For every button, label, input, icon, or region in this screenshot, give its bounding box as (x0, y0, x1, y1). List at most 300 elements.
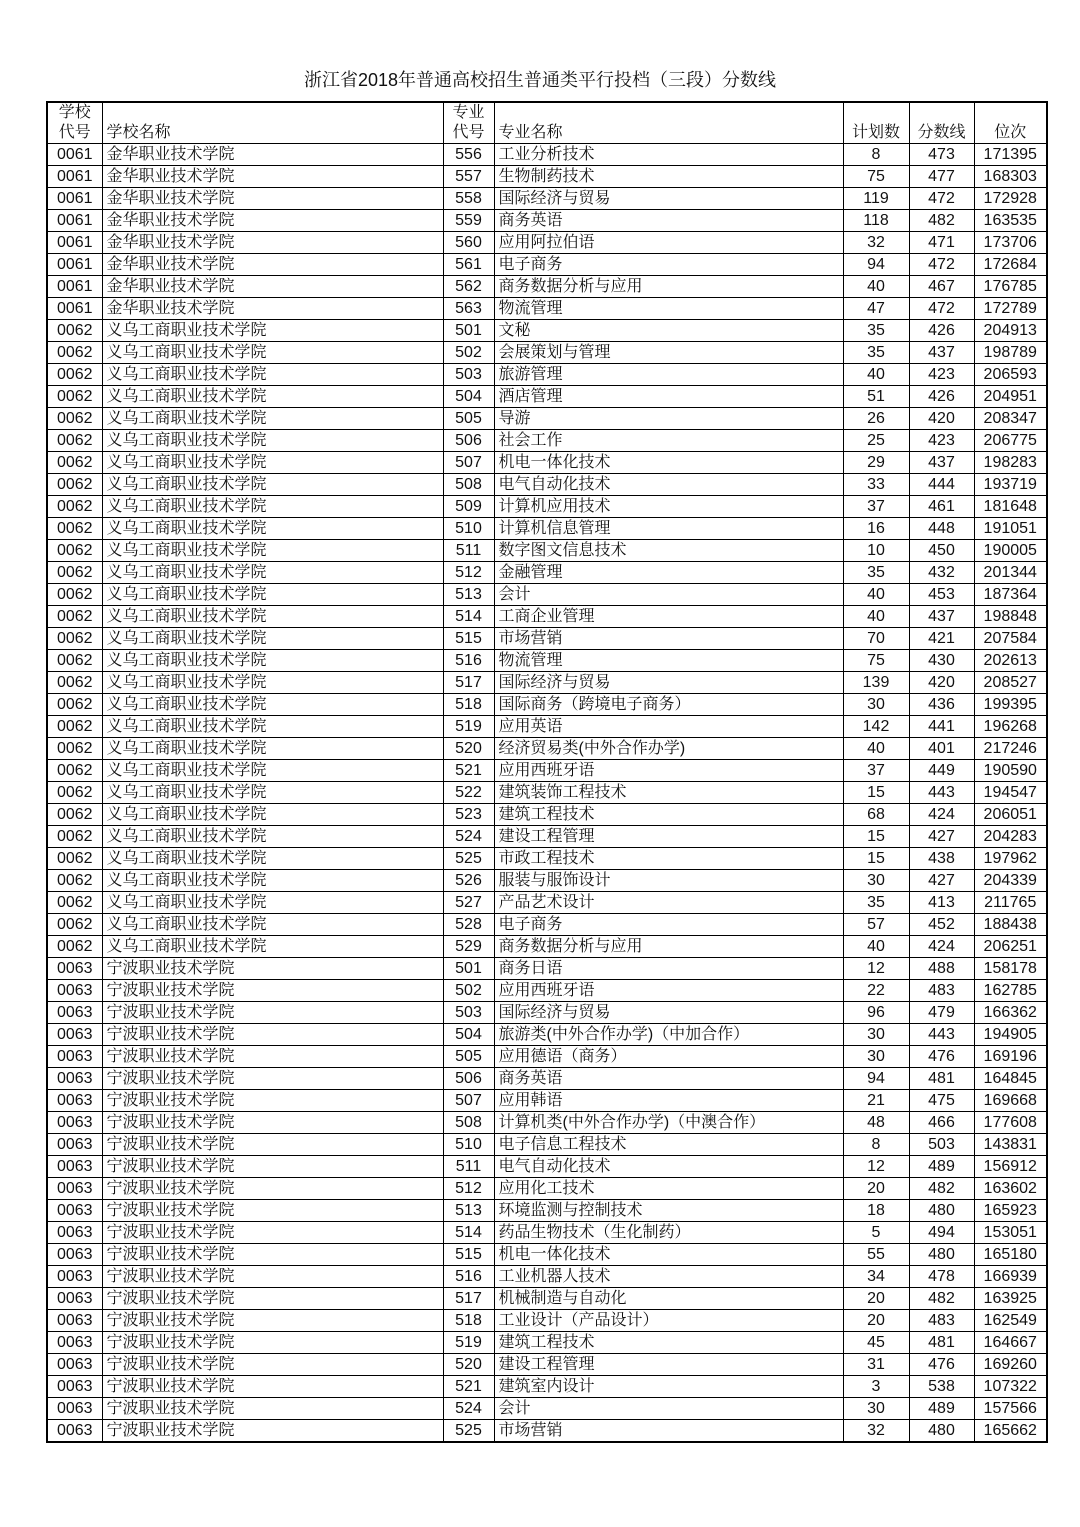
header-plan: 计划数 (843, 123, 909, 144)
major-code-cell: 517 (443, 672, 494, 694)
score-line-cell: 450 (909, 540, 974, 562)
major-name-cell: 电子商务 (494, 914, 843, 936)
major-name-cell: 建设工程管理 (494, 826, 843, 848)
score-line-cell: 494 (909, 1222, 974, 1244)
major-code-cell: 528 (443, 914, 494, 936)
major-name-cell: 应用德语（商务） (494, 1046, 843, 1068)
major-name-cell: 应用韩语 (494, 1090, 843, 1112)
rank-cell: 165923 (974, 1200, 1047, 1222)
rank-cell: 165180 (974, 1244, 1047, 1266)
table-row (47, 1068, 1047, 1090)
major-code-cell: 557 (443, 166, 494, 188)
rank-cell: 194547 (974, 782, 1047, 804)
score-line-cell: 437 (909, 342, 974, 364)
school-name-cell: 宁波职业技术学院 (102, 1222, 443, 1244)
table-row (47, 1090, 1047, 1112)
school-code-cell: 0062 (47, 672, 102, 694)
major-code-cell: 516 (443, 1266, 494, 1288)
score-line-cell: 424 (909, 804, 974, 826)
plan-count-cell: 20 (843, 1310, 909, 1332)
rank-cell: 166362 (974, 1002, 1047, 1024)
rank-cell: 193719 (974, 474, 1047, 496)
major-name-cell: 应用阿拉伯语 (494, 232, 843, 254)
major-name-cell: 会展策划与管理 (494, 342, 843, 364)
major-code-cell: 522 (443, 782, 494, 804)
plan-count-cell: 32 (843, 232, 909, 254)
plan-count-cell: 35 (843, 562, 909, 584)
school-code-cell: 0063 (47, 1112, 102, 1134)
table-row (47, 1354, 1047, 1376)
school-name-cell: 义乌工商职业技术学院 (102, 848, 443, 870)
major-code-cell: 506 (443, 1068, 494, 1090)
score-line-cell: 480 (909, 1200, 974, 1222)
score-line-cell: 488 (909, 958, 974, 980)
school-code-cell: 0061 (47, 298, 102, 320)
school-code-cell: 0063 (47, 1156, 102, 1178)
table-row (47, 430, 1047, 452)
school-name-cell: 宁波职业技术学院 (102, 1420, 443, 1443)
table-row (47, 650, 1047, 672)
school-name-cell: 义乌工商职业技术学院 (102, 386, 443, 408)
major-name-cell: 计算机类(中外合作办学)（中澳合作） (494, 1112, 843, 1134)
table-row (47, 826, 1047, 848)
rank-cell: 208347 (974, 408, 1047, 430)
plan-count-cell: 35 (843, 892, 909, 914)
major-name-cell: 计算机应用技术 (494, 496, 843, 518)
school-code-cell: 0062 (47, 694, 102, 716)
score-line-cell: 472 (909, 298, 974, 320)
major-name-cell: 机械制造与自动化 (494, 1288, 843, 1310)
plan-count-cell: 45 (843, 1332, 909, 1354)
major-code-cell: 504 (443, 386, 494, 408)
plan-count-cell: 16 (843, 518, 909, 540)
rank-cell: 198848 (974, 606, 1047, 628)
table-row (47, 518, 1047, 540)
major-name-cell: 工业分析技术 (494, 144, 843, 166)
rank-cell: 204951 (974, 386, 1047, 408)
table-row (47, 254, 1047, 276)
major-code-cell: 517 (443, 1288, 494, 1310)
score-line-cell: 426 (909, 386, 974, 408)
school-name-cell: 金华职业技术学院 (102, 210, 443, 232)
school-code-cell: 0062 (47, 540, 102, 562)
school-name-cell: 金华职业技术学院 (102, 232, 443, 254)
score-line-cell: 441 (909, 716, 974, 738)
rank-cell: 164845 (974, 1068, 1047, 1090)
score-line-cell: 453 (909, 584, 974, 606)
major-name-cell: 工商企业管理 (494, 606, 843, 628)
plan-count-cell: 15 (843, 826, 909, 848)
rank-cell: 196268 (974, 716, 1047, 738)
major-name-cell: 建筑室内设计 (494, 1376, 843, 1398)
school-code-cell: 0062 (47, 870, 102, 892)
plan-count-cell: 30 (843, 1046, 909, 1068)
school-code-cell: 0062 (47, 606, 102, 628)
major-code-cell: 520 (443, 738, 494, 760)
school-name-cell: 宁波职业技术学院 (102, 1398, 443, 1420)
major-name-cell: 酒店管理 (494, 386, 843, 408)
major-code-cell: 525 (443, 848, 494, 870)
school-code-cell: 0062 (47, 848, 102, 870)
school-code-cell: 0063 (47, 1420, 102, 1443)
table-row (47, 1244, 1047, 1266)
plan-count-cell: 30 (843, 1398, 909, 1420)
school-code-cell: 0062 (47, 386, 102, 408)
plan-count-cell: 40 (843, 738, 909, 760)
plan-count-cell: 40 (843, 606, 909, 628)
plan-count-cell: 34 (843, 1266, 909, 1288)
table-row (47, 232, 1047, 254)
table-row (47, 892, 1047, 914)
major-name-cell: 计算机信息管理 (494, 518, 843, 540)
table-row (47, 452, 1047, 474)
score-line-cell: 430 (909, 650, 974, 672)
header-school-code: 代号 (47, 123, 102, 144)
major-code-cell: 501 (443, 320, 494, 342)
rank-cell: 187364 (974, 584, 1047, 606)
major-name-cell: 经济贸易类(中外合作办学) (494, 738, 843, 760)
rank-cell: 172789 (974, 298, 1047, 320)
rank-cell: 171395 (974, 144, 1047, 166)
table-row (47, 1024, 1047, 1046)
major-code-cell: 512 (443, 562, 494, 584)
table-row (47, 804, 1047, 826)
major-code-cell: 529 (443, 936, 494, 958)
school-name-cell: 义乌工商职业技术学院 (102, 342, 443, 364)
school-name-cell: 义乌工商职业技术学院 (102, 892, 443, 914)
school-name-cell: 义乌工商职业技术学院 (102, 606, 443, 628)
school-name-cell: 宁波职业技术学院 (102, 1332, 443, 1354)
school-code-cell: 0061 (47, 254, 102, 276)
major-code-cell: 558 (443, 188, 494, 210)
rank-cell: 199395 (974, 694, 1047, 716)
major-name-cell: 建筑工程技术 (494, 804, 843, 826)
school-name-cell: 义乌工商职业技术学院 (102, 804, 443, 826)
major-name-cell: 商务数据分析与应用 (494, 276, 843, 298)
major-name-cell: 商务英语 (494, 210, 843, 232)
school-code-cell: 0062 (47, 650, 102, 672)
school-code-cell: 0062 (47, 342, 102, 364)
plan-count-cell: 30 (843, 1024, 909, 1046)
school-name-cell: 义乌工商职业技术学院 (102, 760, 443, 782)
score-line-cell: 480 (909, 1420, 974, 1443)
score-line-cell: 481 (909, 1068, 974, 1090)
table-row (47, 188, 1047, 210)
school-name-cell: 义乌工商职业技术学院 (102, 738, 443, 760)
rank-cell: 208527 (974, 672, 1047, 694)
major-code-cell: 507 (443, 452, 494, 474)
major-code-cell: 523 (443, 804, 494, 826)
school-code-cell: 0062 (47, 562, 102, 584)
major-name-cell: 应用西班牙语 (494, 760, 843, 782)
school-name-cell: 义乌工商职业技术学院 (102, 408, 443, 430)
header-major-code: 代号 (443, 123, 494, 144)
header-score: 分数线 (909, 123, 974, 144)
school-code-cell: 0063 (47, 1222, 102, 1244)
school-code-cell: 0062 (47, 760, 102, 782)
table-row (47, 166, 1047, 188)
major-name-cell: 文秘 (494, 320, 843, 342)
school-code-cell: 0061 (47, 232, 102, 254)
plan-count-cell: 47 (843, 298, 909, 320)
major-code-cell: 514 (443, 606, 494, 628)
school-code-cell: 0063 (47, 958, 102, 980)
plan-count-cell: 5 (843, 1222, 909, 1244)
plan-count-cell: 55 (843, 1244, 909, 1266)
plan-count-cell: 37 (843, 496, 909, 518)
major-name-cell: 市场营销 (494, 1420, 843, 1443)
rank-cell: 153051 (974, 1222, 1047, 1244)
table-row (47, 672, 1047, 694)
plan-count-cell: 40 (843, 584, 909, 606)
table-row (47, 1222, 1047, 1244)
school-name-cell: 义乌工商职业技术学院 (102, 672, 443, 694)
score-line-cell: 482 (909, 1288, 974, 1310)
plan-count-cell: 18 (843, 1200, 909, 1222)
plan-count-cell: 51 (843, 386, 909, 408)
table-row (47, 386, 1047, 408)
school-code-cell: 0062 (47, 320, 102, 342)
table-row (47, 298, 1047, 320)
school-code-cell: 0062 (47, 364, 102, 386)
major-code-cell: 513 (443, 1200, 494, 1222)
rank-cell: 163925 (974, 1288, 1047, 1310)
rank-cell: 169668 (974, 1090, 1047, 1112)
table-row (47, 342, 1047, 364)
plan-count-cell: 20 (843, 1178, 909, 1200)
major-name-cell: 应用英语 (494, 716, 843, 738)
table-row (47, 1046, 1047, 1068)
header-row-top (47, 102, 1047, 123)
school-name-cell: 金华职业技术学院 (102, 166, 443, 188)
rank-cell: 157566 (974, 1398, 1047, 1420)
school-name-cell: 义乌工商职业技术学院 (102, 562, 443, 584)
plan-count-cell: 37 (843, 760, 909, 782)
school-code-cell: 0062 (47, 496, 102, 518)
rank-cell: 211765 (974, 892, 1047, 914)
school-code-cell: 0061 (47, 188, 102, 210)
table-row (47, 474, 1047, 496)
school-code-cell: 0062 (47, 804, 102, 826)
table-row (47, 320, 1047, 342)
school-name-cell: 宁波职业技术学院 (102, 1112, 443, 1134)
rank-cell: 197962 (974, 848, 1047, 870)
school-code-cell: 0062 (47, 628, 102, 650)
school-code-cell: 0063 (47, 1398, 102, 1420)
plan-count-cell: 22 (843, 980, 909, 1002)
major-code-cell: 519 (443, 1332, 494, 1354)
score-line-cell: 448 (909, 518, 974, 540)
rank-cell: 191051 (974, 518, 1047, 540)
score-line-cell: 482 (909, 1178, 974, 1200)
plan-count-cell: 30 (843, 870, 909, 892)
school-code-cell: 0063 (47, 1134, 102, 1156)
header-major-name: 专业名称 (494, 123, 843, 144)
score-line-cell: 420 (909, 672, 974, 694)
major-code-cell: 515 (443, 628, 494, 650)
school-name-cell: 宁波职业技术学院 (102, 1134, 443, 1156)
school-code-cell: 0063 (47, 1068, 102, 1090)
rank-cell: 202613 (974, 650, 1047, 672)
rank-cell: 158178 (974, 958, 1047, 980)
score-line-cell: 420 (909, 408, 974, 430)
plan-count-cell: 8 (843, 1134, 909, 1156)
school-name-cell: 义乌工商职业技术学院 (102, 518, 443, 540)
rank-cell: 166939 (974, 1266, 1047, 1288)
rank-cell: 206775 (974, 430, 1047, 452)
major-name-cell: 生物制药技术 (494, 166, 843, 188)
school-name-cell: 义乌工商职业技术学院 (102, 914, 443, 936)
major-code-cell: 508 (443, 474, 494, 496)
major-code-cell: 519 (443, 716, 494, 738)
score-line-cell: 489 (909, 1156, 974, 1178)
major-name-cell: 导游 (494, 408, 843, 430)
table-row (47, 1420, 1047, 1443)
school-code-cell: 0063 (47, 1266, 102, 1288)
score-line-cell: 480 (909, 1244, 974, 1266)
plan-count-cell: 10 (843, 540, 909, 562)
rank-cell: 206593 (974, 364, 1047, 386)
rank-cell: 204339 (974, 870, 1047, 892)
major-name-cell: 电子信息工程技术 (494, 1134, 843, 1156)
major-name-cell: 产品艺术设计 (494, 892, 843, 914)
score-line-cell: 471 (909, 232, 974, 254)
score-line-cell: 452 (909, 914, 974, 936)
major-name-cell: 会计 (494, 584, 843, 606)
plan-count-cell: 12 (843, 958, 909, 980)
school-name-cell: 义乌工商职业技术学院 (102, 430, 443, 452)
school-name-cell: 宁波职业技术学院 (102, 1156, 443, 1178)
score-line-cell: 443 (909, 782, 974, 804)
major-name-cell: 工业设计（产品设计） (494, 1310, 843, 1332)
school-code-cell: 0063 (47, 1310, 102, 1332)
school-name-cell: 宁波职业技术学院 (102, 1178, 443, 1200)
school-name-cell: 宁波职业技术学院 (102, 1068, 443, 1090)
rank-cell: 204913 (974, 320, 1047, 342)
school-name-cell: 宁波职业技术学院 (102, 1002, 443, 1024)
plan-count-cell: 40 (843, 276, 909, 298)
plan-count-cell: 94 (843, 1068, 909, 1090)
score-line-cell: 466 (909, 1112, 974, 1134)
major-code-cell: 501 (443, 958, 494, 980)
major-code-cell: 503 (443, 364, 494, 386)
major-name-cell: 商务日语 (494, 958, 843, 980)
table-row (47, 716, 1047, 738)
major-name-cell: 金融管理 (494, 562, 843, 584)
major-code-cell: 513 (443, 584, 494, 606)
score-line-cell: 413 (909, 892, 974, 914)
plan-count-cell: 15 (843, 848, 909, 870)
major-code-cell: 525 (443, 1420, 494, 1443)
school-name-cell: 义乌工商职业技术学院 (102, 694, 443, 716)
major-code-cell: 503 (443, 1002, 494, 1024)
school-name-cell: 宁波职业技术学院 (102, 1266, 443, 1288)
score-line-cell: 481 (909, 1332, 974, 1354)
plan-count-cell: 26 (843, 408, 909, 430)
school-code-cell: 0062 (47, 716, 102, 738)
major-code-cell: 504 (443, 1024, 494, 1046)
school-code-cell: 0063 (47, 1288, 102, 1310)
plan-count-cell: 35 (843, 320, 909, 342)
school-name-cell: 宁波职业技术学院 (102, 980, 443, 1002)
major-code-cell: 502 (443, 342, 494, 364)
rank-cell: 169196 (974, 1046, 1047, 1068)
major-name-cell: 旅游管理 (494, 364, 843, 386)
school-code-cell: 0062 (47, 914, 102, 936)
major-code-cell: 505 (443, 408, 494, 430)
score-line-cell: 467 (909, 276, 974, 298)
major-code-cell: 511 (443, 1156, 494, 1178)
school-name-cell: 金华职业技术学院 (102, 276, 443, 298)
score-line-cell: 427 (909, 826, 974, 848)
rank-cell: 217246 (974, 738, 1047, 760)
plan-count-cell: 21 (843, 1090, 909, 1112)
school-name-cell: 宁波职业技术学院 (102, 1310, 443, 1332)
score-line-cell: 437 (909, 606, 974, 628)
table-row (47, 144, 1047, 166)
school-code-cell: 0062 (47, 408, 102, 430)
school-name-cell: 义乌工商职业技术学院 (102, 782, 443, 804)
plan-count-cell: 139 (843, 672, 909, 694)
score-line-cell: 461 (909, 496, 974, 518)
rank-cell: 164667 (974, 1332, 1047, 1354)
major-name-cell: 应用西班牙语 (494, 980, 843, 1002)
score-line-cell: 503 (909, 1134, 974, 1156)
school-name-cell: 义乌工商职业技术学院 (102, 936, 443, 958)
major-code-cell: 527 (443, 892, 494, 914)
plan-count-cell: 32 (843, 1420, 909, 1443)
rank-cell: 162549 (974, 1310, 1047, 1332)
score-line-cell: 432 (909, 562, 974, 584)
major-name-cell: 建筑工程技术 (494, 1332, 843, 1354)
major-name-cell: 物流管理 (494, 650, 843, 672)
rank-cell: 172684 (974, 254, 1047, 276)
score-line-cell: 476 (909, 1046, 974, 1068)
school-code-cell: 0061 (47, 144, 102, 166)
plan-count-cell: 96 (843, 1002, 909, 1024)
table-row (47, 1178, 1047, 1200)
rank-cell: 143831 (974, 1134, 1047, 1156)
table-row (47, 210, 1047, 232)
major-code-cell: 508 (443, 1112, 494, 1134)
school-code-cell: 0062 (47, 738, 102, 760)
major-code-cell: 502 (443, 980, 494, 1002)
rank-cell: 206251 (974, 936, 1047, 958)
major-name-cell: 物流管理 (494, 298, 843, 320)
school-code-cell: 0062 (47, 518, 102, 540)
major-name-cell: 社会工作 (494, 430, 843, 452)
school-name-cell: 宁波职业技术学院 (102, 1090, 443, 1112)
major-code-cell: 521 (443, 760, 494, 782)
major-name-cell: 机电一体化技术 (494, 1244, 843, 1266)
table-row (47, 276, 1047, 298)
rank-cell: 201344 (974, 562, 1047, 584)
school-code-cell: 0063 (47, 1332, 102, 1354)
table-row (47, 1288, 1047, 1310)
major-name-cell: 建筑装饰工程技术 (494, 782, 843, 804)
table-row (47, 1134, 1047, 1156)
school-name-cell: 义乌工商职业技术学院 (102, 364, 443, 386)
major-code-cell: 563 (443, 298, 494, 320)
plan-count-cell: 31 (843, 1354, 909, 1376)
school-name-cell: 宁波职业技术学院 (102, 1288, 443, 1310)
school-name-cell: 宁波职业技术学院 (102, 1046, 443, 1068)
plan-count-cell: 29 (843, 452, 909, 474)
score-line-cell: 482 (909, 210, 974, 232)
plan-count-cell: 35 (843, 342, 909, 364)
major-name-cell: 国际商务（跨境电子商务） (494, 694, 843, 716)
school-name-cell: 义乌工商职业技术学院 (102, 628, 443, 650)
